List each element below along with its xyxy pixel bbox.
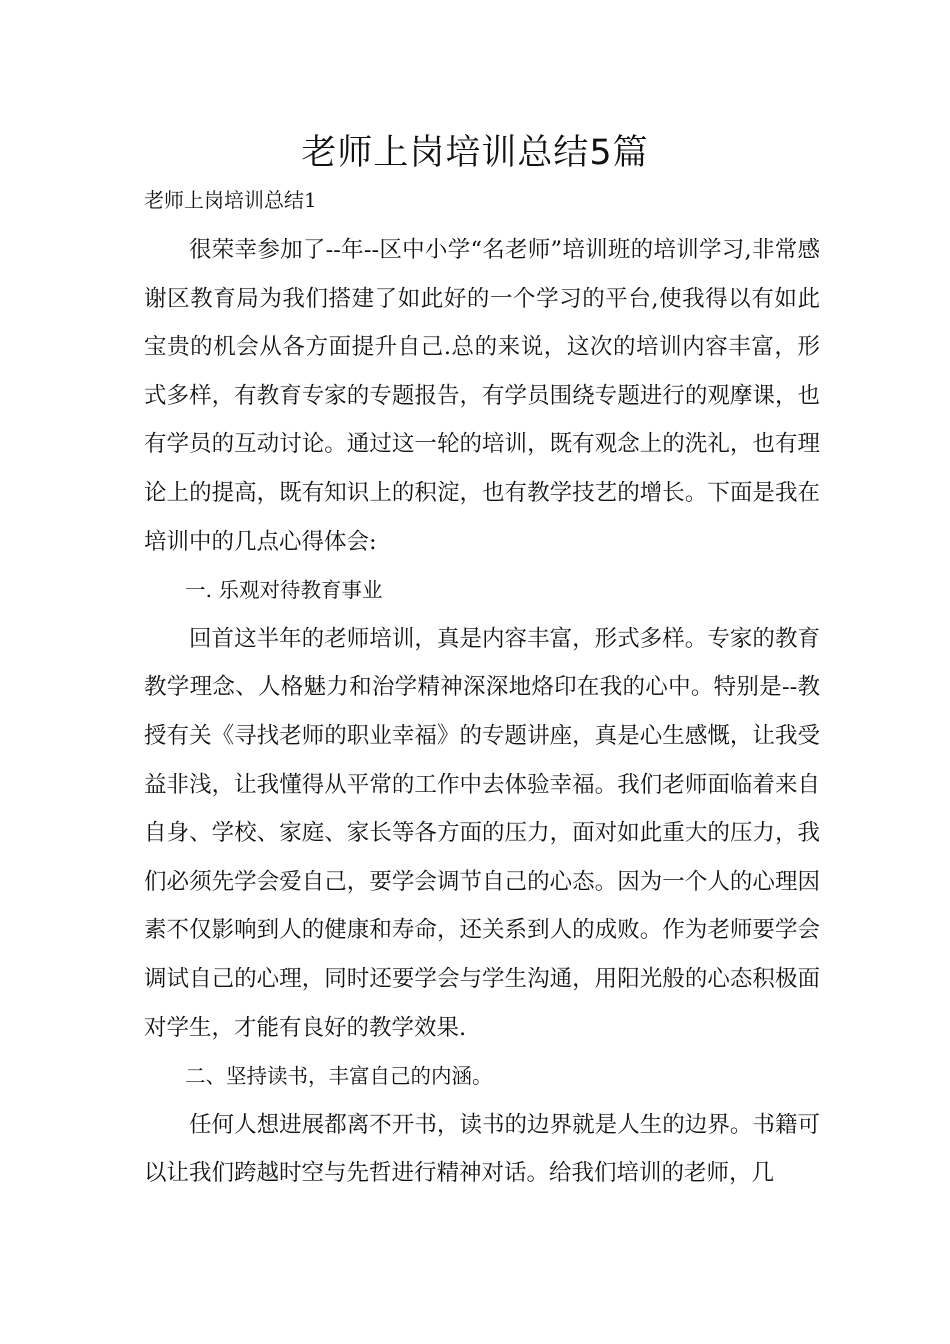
- section-heading-2: 二、坚持读书，丰富自己的内涵。: [185, 1064, 493, 1089]
- paragraph-section-2: 任何人想进展都离不开书，读书的边界就是人生的边界。书籍可以让我们跨越时空与先哲进行精神对话。给我们培训的老师，几: [144, 1111, 820, 1187]
- paragraph-intro: 很荣幸参加了--年--区中小学“名老师”培训班的培训学习,非常感谢区教育局为我们搭建了如此好的一个学习的平台,使我得以有如此宝贵的机会从各方面提升自己.总的来说，这次的培训内容丰富，形式多样，有教育专家的专题报告，有学员围绕专题进行的观摩课，也有学员的互动讨论。通过这一轮的培训，既有观念上的洗礼，也有理论上的提高，既有知识上的积淀，也有教学技艺的增长。下面是我在培训中的几点心得体会:: [144, 237, 820, 555]
- section-heading-1: 一. 乐观对待教育事业: [185, 578, 383, 603]
- document-subtitle: 老师上岗培训总结1: [144, 188, 317, 212]
- document-body: [144, 226, 820, 1198]
- paragraph-section-1: 回首这半年的老师培训，真是内容丰富，形式多样。专家的教育教学理念、人格魅力和治学精神深深地烙印在我的心中。特别是--教授有关《寻找老师的职业幸福》的专题讲座，真是心生感慨，让我受益非浅，让我懂得从平常的工作中去体验幸福。我们老师面临着来自自身、学校、家庭、家长等各方面的压力，面对如此重大的压力，我们必须先学会爱自己，要学会调节自己的心态。因为一个人的心理因素不仅影响到人的健康和寿命，还关系到人的成败。作为老师要学会调试自己的心理，同时还要学会与学生沟通，用阳光般的心态积极面对学生，才能有良好的教学效果.: [144, 625, 820, 1041]
- document-title: 老师上岗培训总结5篇: [301, 133, 649, 173]
